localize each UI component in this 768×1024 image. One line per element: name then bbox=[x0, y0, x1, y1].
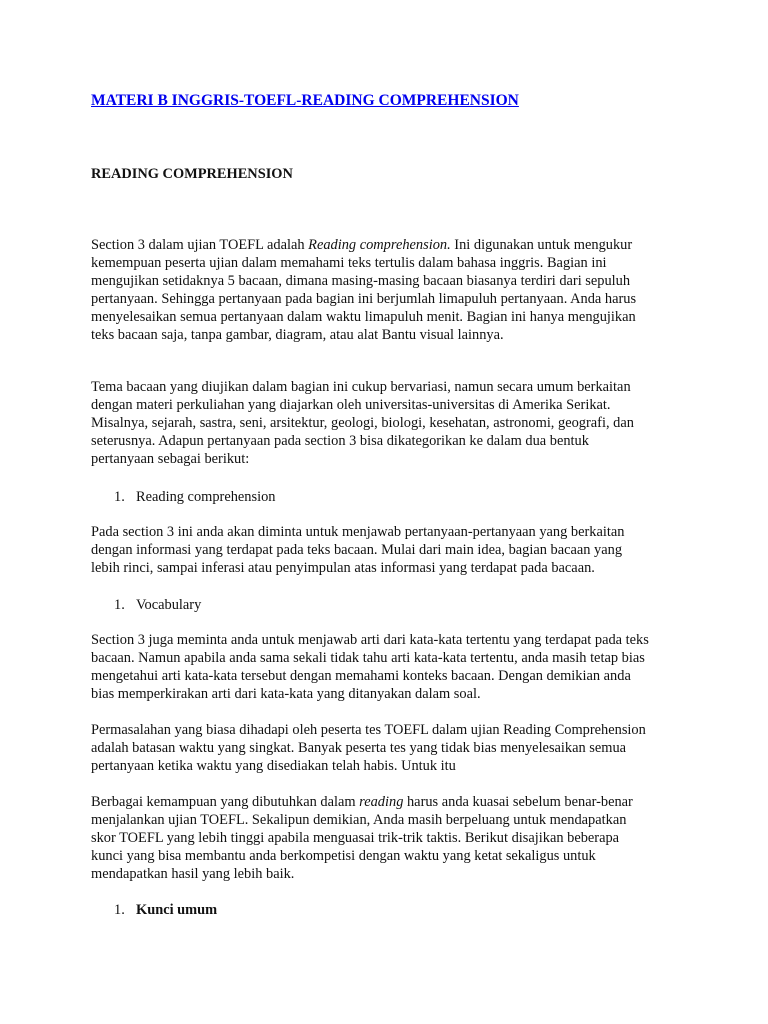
list-item-kunci-umum bbox=[114, 901, 217, 919]
paragraph-intro bbox=[91, 236, 691, 344]
paragraph-line: kemempuan peserta ujian dalam memahami teks tertulis dalam bahasa inggris. Bagian ini bbox=[91, 255, 607, 271]
paragraph-line: mengujikan setidaknya 5 bacaan, dimana masing-masing bacaan biasanya terdiri dari sepuluh bbox=[91, 273, 631, 289]
paragraph-skills bbox=[91, 793, 691, 883]
paragraph-reading-comprehension bbox=[91, 523, 691, 577]
paragraph-line: adalah batasan waktu yang singkat. Banyak peserta tes yang tidak bias menyelesaikan semua bbox=[91, 740, 627, 756]
paragraph-line: menyelesaikan semua pertanyaan dalam waktu limapuluh menit. Bagian ini hanya mengujikan bbox=[91, 309, 636, 325]
paragraph-line: Section 3 dalam ujian TOEFL adalah Reading comprehension. Ini digunakan untuk mengukur bbox=[91, 237, 633, 253]
list-number: 1. bbox=[114, 902, 125, 918]
list-item-vocabulary bbox=[114, 596, 201, 614]
paragraph-line: bacaan. Namun apabila anda sama sekali tidak tahu arti kata-kata tertentu, anda masih tetap bias bbox=[91, 650, 645, 666]
paragraph-line: dengan materi perkuliahan yang diajarkan oleh universitas-universitas di Amerika Serikat. bbox=[91, 397, 611, 413]
list-label: Vocabulary bbox=[136, 597, 202, 613]
paragraph-line: mengetahui arti kata-kata tersebut dengan memahami konteks bacaan. Dengan demikian anda bbox=[91, 668, 631, 684]
paragraph-line: dengan informasi yang terdapat pada teks bacaan. Mulai dari main idea, bagian bacaan yang bbox=[91, 542, 623, 558]
paragraph-vocabulary bbox=[91, 631, 691, 703]
paragraph-themes bbox=[91, 378, 691, 468]
list-number: 1. bbox=[114, 489, 125, 505]
paragraph-line: menjalankan ujian TOEFL. Sekalipun demikian, Anda masih berpeluang untuk mendapatkan bbox=[91, 812, 627, 828]
paragraph-line: teks bacaan saja, tanpa gambar, diagram, atau alat Bantu visual lainnya. bbox=[91, 327, 504, 343]
section-heading: READING COMPREHENSION bbox=[91, 166, 293, 182]
paragraph-problems bbox=[91, 721, 691, 775]
document-title-link[interactable]: MATERI B INGGRIS-TOEFL-READING COMPREHENSION bbox=[91, 92, 519, 109]
paragraph-line: skor TOEFL yang lebih tinggi apabila menguasai trik-trik taktis. Berikut disajikan beberapa bbox=[91, 830, 620, 846]
emphasis-text: Reading comprehension. bbox=[308, 237, 451, 253]
paragraph-line: pertanyaan. Sehingga pertanyaan pada bagian ini berjumlah limapuluh pertanyaan. Anda harus bbox=[91, 291, 637, 307]
paragraph-line: kunci yang bisa membantu anda berkompetisi dengan waktu yang ketat sekaligus untuk bbox=[91, 848, 596, 864]
paragraph-line: Section 3 juga meminta anda untuk menjawab arti dari kata-kata tertentu yang terdapat pada teks bbox=[91, 632, 649, 648]
paragraph-line: pertanyaan sebagai berikut: bbox=[91, 451, 250, 467]
paragraph-line: Misalnya, sejarah, sastra, seni, arsitektur, geologi, biologi, kesehatan, astronomi, geografi, dan bbox=[91, 415, 634, 431]
paragraph-line: bias memperkirakan arti dari kata-kata yang ditanyakan dalam soal. bbox=[91, 686, 481, 702]
paragraph-line: Permasalahan yang biasa dihadapi oleh peserta tes TOEFL dalam ujian Reading Comprehension bbox=[91, 722, 646, 738]
emphasis-text: reading bbox=[359, 794, 404, 810]
paragraph-line: Pada section 3 ini anda akan diminta untuk menjawab pertanyaan-pertanyaan yang berkaitan bbox=[91, 524, 625, 540]
paragraph-line: lebih rinci, sampai inferasi atau penyimpulan atas informasi yang terdapat pada bacaan. bbox=[91, 560, 595, 576]
paragraph-line: seterusnya. Adapun pertanyaan pada section 3 bisa dikategorikan ke dalam dua bentuk bbox=[91, 433, 589, 449]
list-label: Kunci umum bbox=[136, 902, 218, 918]
paragraph-line: pertanyaan ketika waktu yang disediakan telah habis. Untuk itu bbox=[91, 758, 456, 774]
paragraph-line: Tema bacaan yang diujikan dalam bagian ini cukup bervariasi, namun secara umum berkaitan bbox=[91, 379, 631, 395]
paragraph-line: mendapatkan hasil yang lebih baik. bbox=[91, 866, 295, 882]
paragraph-line: Berbagai kemampuan yang dibutuhkan dalam reading harus anda kuasai sebelum benar-benar bbox=[91, 794, 633, 810]
list-item-reading-comprehension bbox=[114, 488, 275, 506]
list-number: 1. bbox=[114, 597, 125, 613]
list-label: Reading comprehension bbox=[136, 489, 276, 505]
